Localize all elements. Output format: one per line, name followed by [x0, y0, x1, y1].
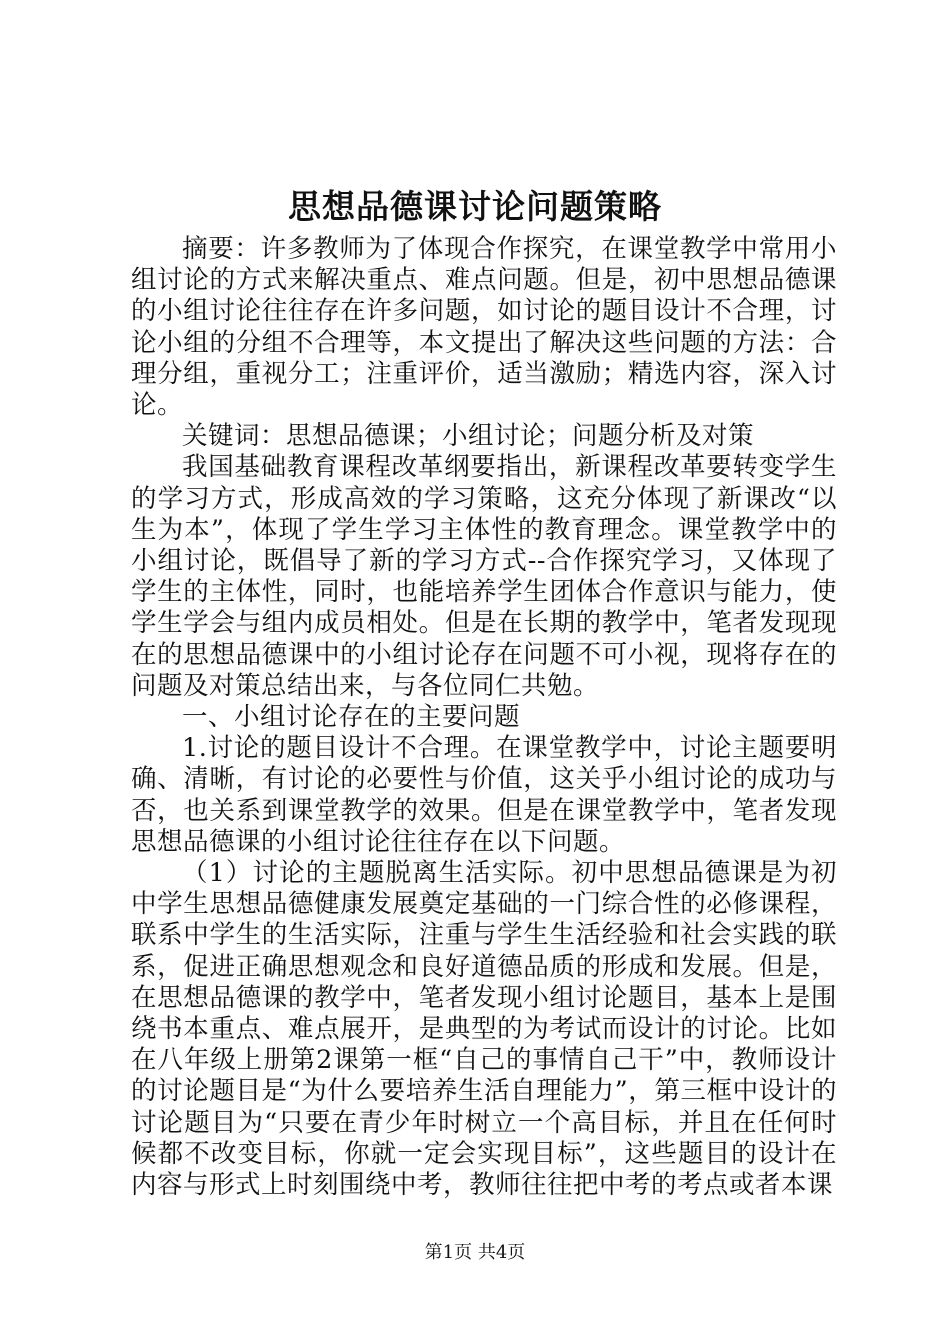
document-title: 思想品德课讨论问题策略 — [288, 187, 662, 226]
page-number-footer: 第1页 共4页 — [424, 1242, 526, 1263]
document-body — [131, 234, 837, 1201]
body-paragraph: （1）讨论的主题脱离生活实际。初中思想品德课是为初中学生思想品德健康发展奠定基础的一门综合性的必修课程，联系中学生的生活实际，注重与学生生活经验和社会实践的联系，促进正确思想观念和良好道德品质的形成和发展。但是，在思想品德课的教学中，笔者发现小组讨论题目，基本上是围绕书本重点、难点展开，是典型的为考试而设计的讨论。比如在八年级上册第2课第一框“自己的事情自己干”中，教师设计的讨论题目是“为什么要培养生活自理能力”，第三框中设计的讨论题目为“只要在青少年时树立一个高目标，并且在任何时候都不改变目标，你就一定会实现目标”，这些题目的设计在内容与形式上时刻围绕中考，教师往往把中考的考点或者本课 — [131, 858, 837, 1201]
keywords-paragraph: 关键词：思想品德课；小组讨论；问题分析及对策 — [182, 421, 755, 452]
abstract-paragraph: 摘要：许多教师为了体现合作探究，在课堂教学中常用小组讨论的方式来解决重点、难点问题。但是，初中思想品德课的小组讨论往往存在许多问题，如讨论的题目设计不合理，讨论小组的分组不合理等，本文提出了解决这些问题的方法：合理分组，重视分工；注重评价，适当激励；精选内容，深入讨论。 — [131, 234, 837, 421]
body-paragraph: 1.讨论的题目设计不合理。在课堂教学中，讨论主题要明确、清晰，有讨论的必要性与价值，这关乎小组讨论的成功与否，也关系到课堂教学的效果。但是在课堂教学中，笔者发现思想品德课的小组讨论往往存在以下问题。 — [131, 733, 837, 857]
section-heading: 一、小组讨论存在的主要问题 — [182, 702, 521, 733]
intro-paragraph: 我国基础教育课程改革纲要指出，新课程改革要转变学生的学习方式，形成高效的学习策略，这充分体现了新课改“以生为本”，体现了学生学习主体性的教育理念。课堂教学中的小组讨论，既倡导了新的学习方式--合作探究学习，又体现了学生的主体性，同时，也能培养学生团体合作意识与能力，使学生学会与组内成员相处。但是在长期的教学中，笔者发现现在的思想品德课中的小组讨论存在问题不可小视，现将存在的问题及对策总结出来，与各位同仁共勉。 — [131, 452, 837, 701]
